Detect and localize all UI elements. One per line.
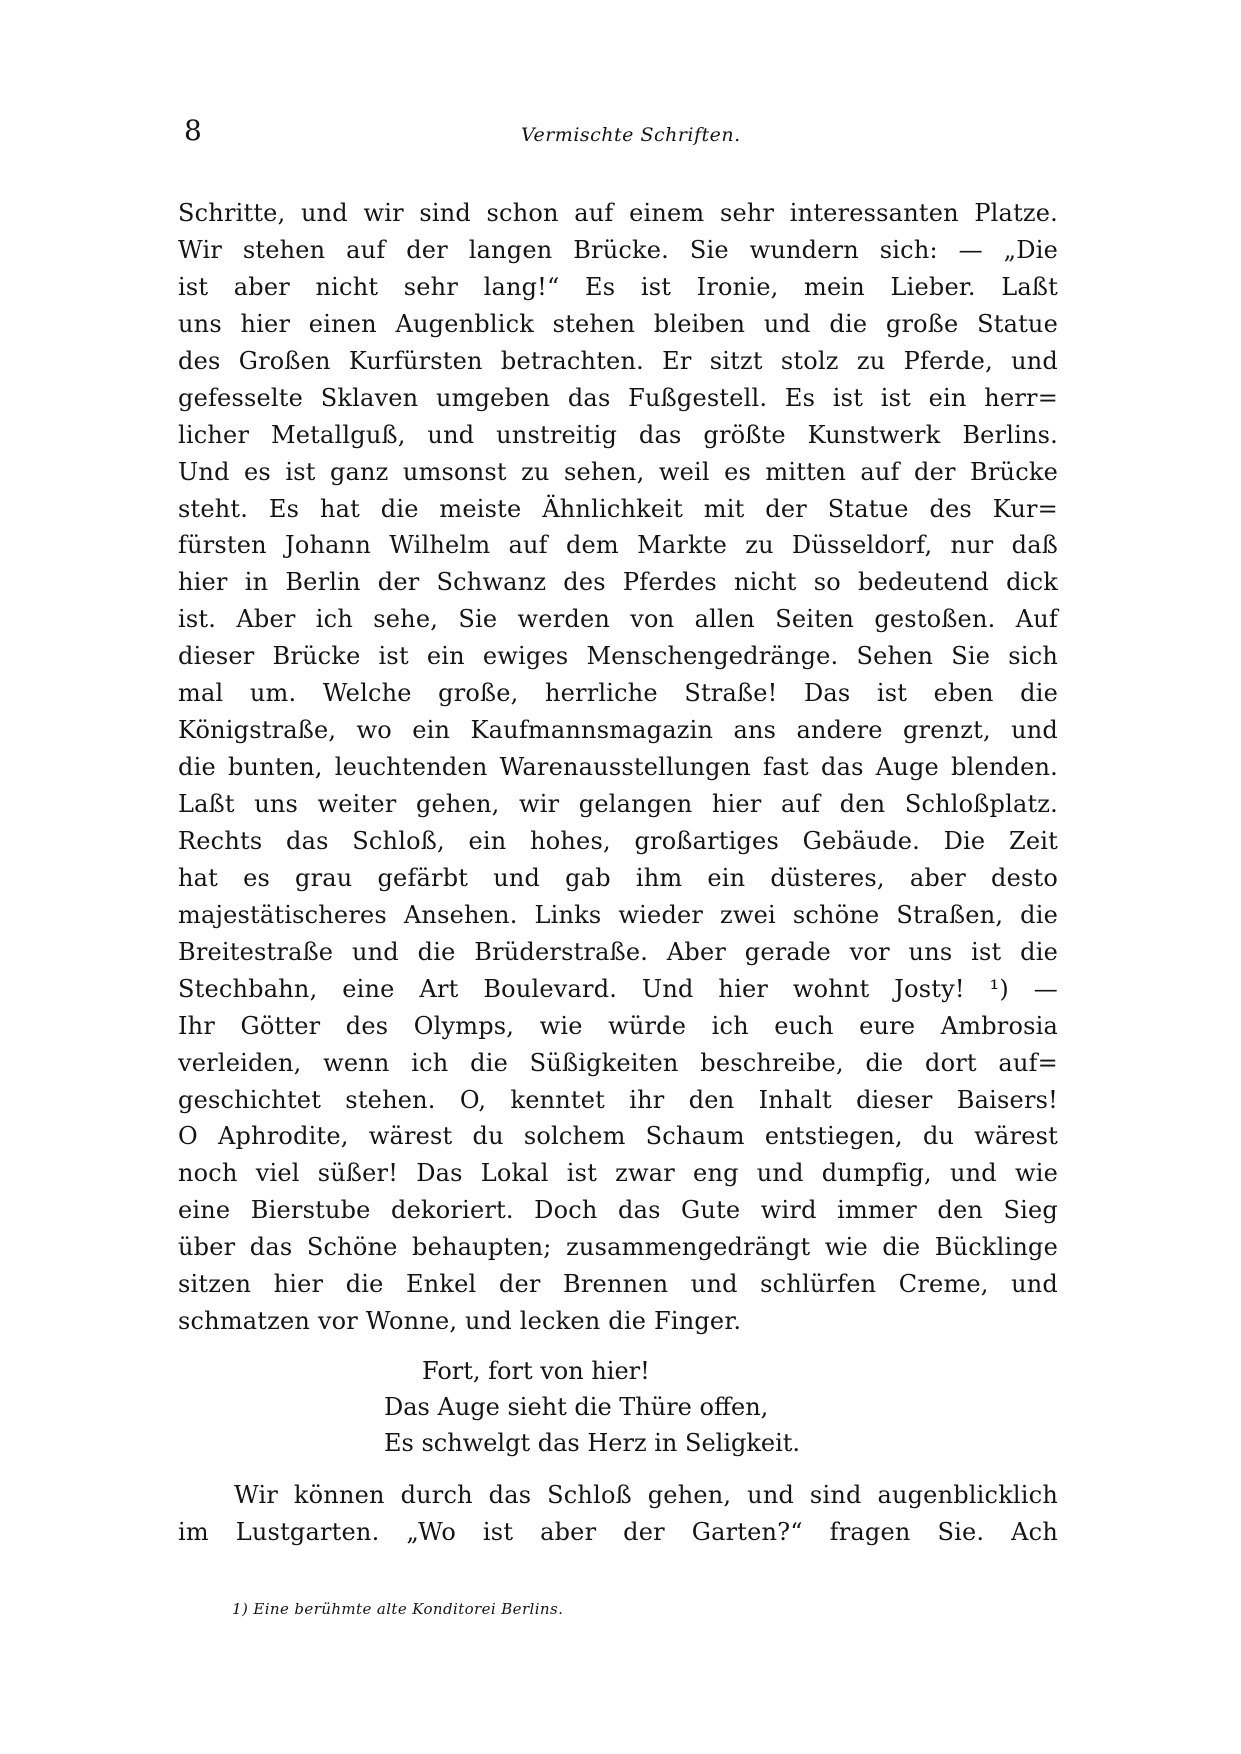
text-line: Laßt uns weiter gehen, wir gelangen hier auf den Schloßplatz.: [178, 790, 1058, 818]
text-line: Schritte, und wir sind schon auf einem sehr interessanten Platze.: [178, 199, 1058, 227]
text-line: ist aber nicht sehr lang!“ Es ist Ironie, mein Lieber. Laßt: [178, 272, 1058, 301]
text-line: steht. Es hat die meiste Ähnlichkeit mit der Statue des Kur=: [178, 494, 1058, 523]
text-line-last: schmatzen vor Wonne, und lecken die Finger.: [178, 1307, 742, 1336]
text-line: Rechts das Schloß, ein hohes, großartiges Gebäude. Die Zeit: [178, 826, 1058, 855]
text-line: im Lustgarten. „Wo ist aber der Garten?“ fragen Sie. Ach: [178, 1517, 1058, 1546]
paragraph-main: [178, 195, 1058, 1340]
text-line: mal um. Welche große, herrliche Straße! Das ist eben die: [178, 679, 1058, 708]
text-line: über das Schöne behaupten; zusammengedrängt wie die Bücklinge: [178, 1233, 1058, 1262]
text-line: hier in Berlin der Schwanz des Pferdes nicht so bedeutend dick: [178, 568, 1058, 597]
footnote: 1) Eine berühmte alte Konditorei Berlins.: [232, 1600, 564, 1618]
text-line: die bunten, leuchtenden Warenausstellungen fast das Auge blenden.: [178, 753, 1058, 782]
text-line: licher Metallguß, und unstreitig das größte Kunstwerk Berlins.: [178, 420, 1058, 449]
text-line: Wir stehen auf der langen Brücke. Sie wundern sich: — „Die: [178, 235, 1058, 264]
text-line: des Großen Kurfürsten betrachten. Er sitzt stolz zu Pferde, und: [178, 346, 1058, 375]
page-number: 8: [184, 114, 202, 147]
paragraph-second: [178, 1477, 1058, 1551]
text-line: Breitestraße und die Brüderstraße. Aber gerade vor uns ist die: [178, 937, 1058, 966]
text-line: fürsten Johann Wilhelm auf dem Markte zu Düsseldorf, nur daß: [178, 531, 1058, 560]
text-line: Königstraße, wo ein Kaufmannsmagazin ans andere grenzt, und: [178, 716, 1058, 745]
running-title: Vermischte Schriften.: [521, 124, 741, 146]
text-line: Wir können durch das Schloß gehen, und sind augenblicklich: [234, 1481, 1058, 1509]
verse-block: [384, 1353, 800, 1461]
text-line: O Aphrodite, wärest du solchem Schaum entstiegen, du wärest: [178, 1122, 1058, 1151]
verse-line: Fort, fort von hier!: [422, 1357, 650, 1385]
text-line: Und es ist ganz umsonst zu sehen, weil es mitten auf der Brücke: [178, 457, 1058, 486]
verse-line: Es schwelgt das Herz in Seligkeit.: [384, 1429, 801, 1457]
text-line: eine Bierstube dekoriert. Doch das Gute wird immer den Sieg: [178, 1196, 1058, 1225]
text-line: noch viel süßer! Das Lokal ist zwar eng und dumpfig, und wie: [178, 1159, 1058, 1188]
text-line: sitzen hier die Enkel der Brennen und schlürfen Creme, und: [178, 1270, 1058, 1299]
text-line: geschichtet stehen. O, kenntet ihr den Inhalt dieser Baisers!: [178, 1085, 1058, 1114]
text-line: ist. Aber ich sehe, Sie werden von allen Seiten gestoßen. Auf: [178, 605, 1058, 634]
text-line: Ihr Götter des Olymps, wie würde ich euch eure Ambrosia: [178, 1011, 1058, 1040]
text-line: Stechbahn, eine Art Boulevard. Und hier wohnt Josty! ¹) —: [178, 974, 1058, 1003]
text-line: verleiden, wenn ich die Süßigkeiten beschreibe, die dort auf=: [178, 1048, 1058, 1077]
text-line: gefesselte Sklaven umgeben das Fußgestell. Es ist ist ein herr=: [178, 383, 1058, 412]
text-line: uns hier einen Augenblick stehen bleiben und die große Statue: [178, 309, 1058, 338]
text-line: hat es grau gefärbt und gab ihm ein düsteres, aber desto: [178, 863, 1058, 892]
text-line: majestätischeres Ansehen. Links wieder zwei schöne Straßen, die: [178, 900, 1058, 929]
verse-line: Das Auge sieht die Thüre offen,: [384, 1393, 769, 1421]
text-line: dieser Brücke ist ein ewiges Menschengedränge. Sehen Sie sich: [178, 642, 1058, 671]
